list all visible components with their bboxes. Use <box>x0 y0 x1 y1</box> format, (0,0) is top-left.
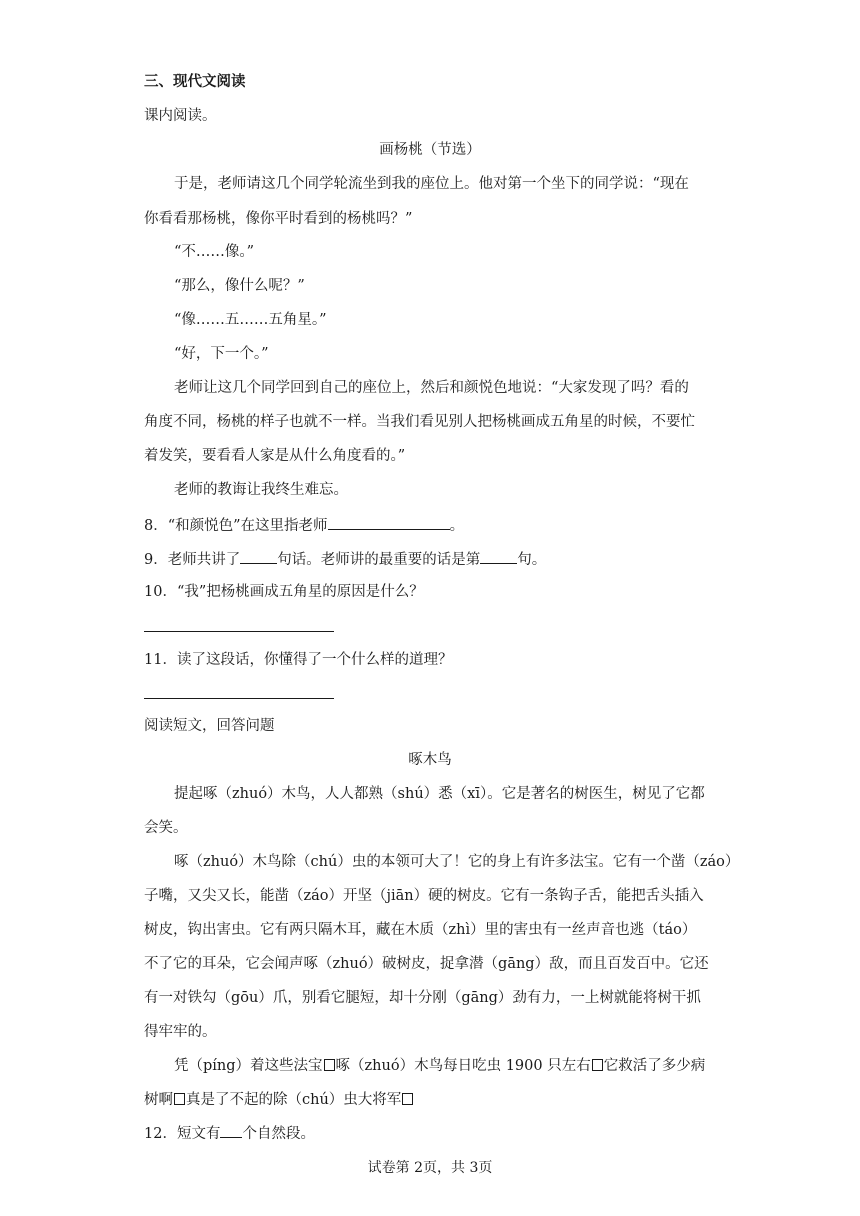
passage1-title: 画杨桃（节选） <box>379 142 481 158</box>
passage2-line: 会笑。 <box>144 820 188 836</box>
passage1-line: 你看看那杨桃，像你平时看到的杨桃吗？” <box>144 211 413 227</box>
passage1-line: 老师的教诲让我终生难忘。 <box>174 482 348 498</box>
passage1-line: “不……像。” <box>174 244 255 260</box>
answer-blank[interactable] <box>480 548 517 564</box>
passage2-line: 得牢牢的。 <box>144 1024 217 1040</box>
section-heading: 三、现代文阅读 <box>144 74 246 90</box>
answer-blank[interactable] <box>328 514 450 530</box>
answer-blank[interactable] <box>240 548 277 564</box>
passage2-line: 不了它的耳朵，它会闻声啄（zhuó）破树皮，捉拿潜（gāng）敌，而且百发百中。它还 <box>144 956 709 972</box>
passage1-line: “那么，像什么呢？” <box>174 278 305 294</box>
passage2-title: 啄木鸟 <box>408 752 452 768</box>
passage1-intro: 课内阅读。 <box>144 108 217 124</box>
passage1-line: “好，下一个。” <box>174 346 269 362</box>
answer-line[interactable] <box>144 631 334 632</box>
answer-line[interactable] <box>144 698 334 699</box>
passage2-line: 有一对铁勾（gōu）爪，别看它腿短，却十分刚（gāng）劲有力，一上树就能将树干抓 <box>144 990 701 1006</box>
passage2-line: 子嘴，又尖又长，能凿（záo）开坚（jiān）硬的树皮。它有一条钩子舌，能把舌头插入 <box>144 888 704 904</box>
passage2-line: 啄（zhuó）木鸟除（chú）虫的本领可大了！它的身上有许多法宝。它有一个凿（záo） <box>174 854 740 870</box>
passage2-intro: 阅读短文，回答问题 <box>144 718 275 734</box>
question-11: 11．读了这段话，你懂得了一个什么样的道理？ <box>144 652 453 668</box>
answer-blank[interactable] <box>220 1122 242 1138</box>
question-9: 9．老师共讲了 句话。老师讲的最重要的话是第 句。 <box>144 548 546 570</box>
passage2-line: 树啊 真是了不起的除（chú）虫大将军 <box>144 1090 414 1110</box>
passage2-line: 树皮，钩出害虫。它有两只隔木耳，藏在木质（zhì）里的害虫有一丝声音也逃（táo） <box>144 922 697 938</box>
punctuation-box[interactable] <box>174 1093 185 1105</box>
question-10: 10．“我”把杨桃画成五角星的原因是什么？ <box>144 584 424 600</box>
passage2-line: 提起啄（zhuó）木鸟，人人都熟（shú）悉（xī）。它是著名的树医生，树见了它都 <box>174 786 705 802</box>
passage1-line: “像……五……五角星。” <box>174 312 327 328</box>
page-footer: 试卷第 2页，共 3页 <box>367 1160 493 1176</box>
question-8: 8．“和颜悦色”在这里指老师 。 <box>144 514 464 536</box>
passage2-line: 凭（píng）着这些法宝 啄（zhuó）木鸟每日吃虫 1900 只左右 它救活了多少病 <box>174 1058 706 1074</box>
punctuation-box[interactable] <box>592 1059 603 1071</box>
passage1-line: 着发笑，要看看人家是从什么角度看的。” <box>144 448 406 464</box>
punctuation-box[interactable] <box>402 1093 413 1105</box>
passage1-line: 老师让这几个同学回到自己的座位上，然后和颜悦色地说：“大家发现了吗？看的 <box>174 380 689 396</box>
punctuation-box[interactable] <box>324 1059 335 1071</box>
passage1-line: 角度不同，杨桃的样子也就不一样。当我们看见别人把杨桃画成五角星的时候，不要忙 <box>144 414 695 430</box>
question-12: 12．短文有 个自然段。 <box>144 1122 315 1144</box>
passage1-line: 于是，老师请这几个同学轮流坐到我的座位上。他对第一个坐下的同学说：“现在 <box>174 176 689 192</box>
